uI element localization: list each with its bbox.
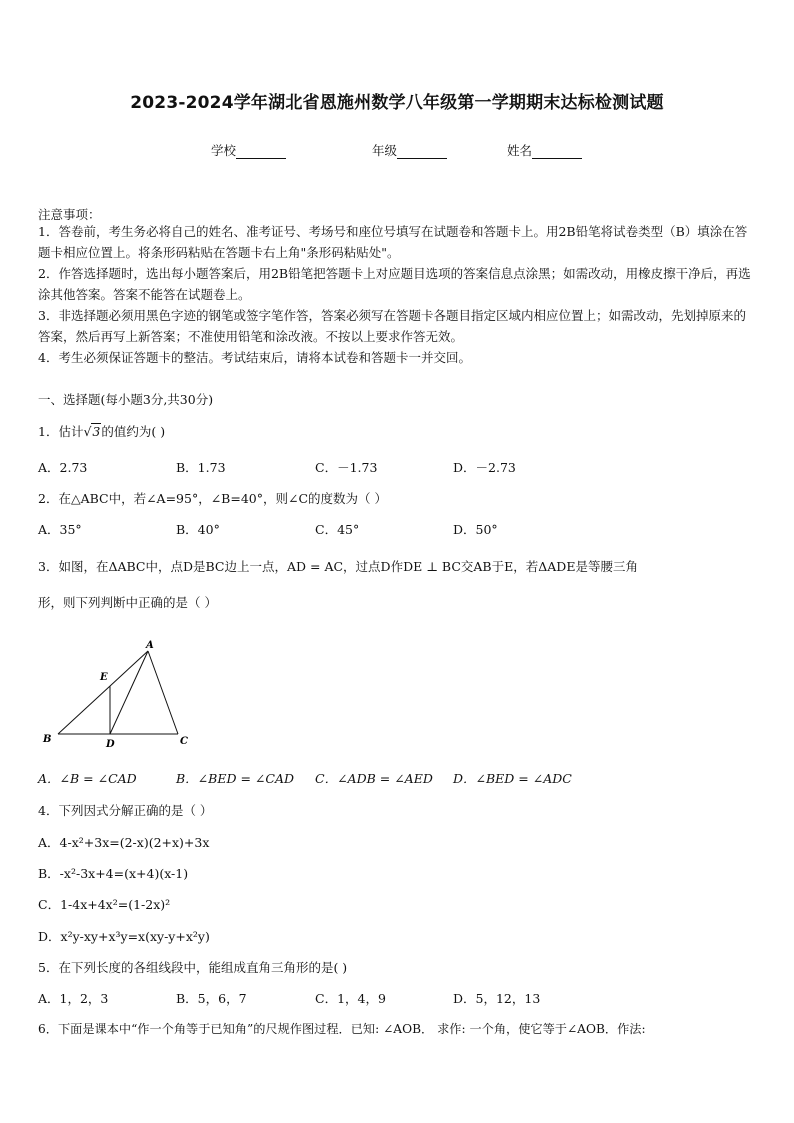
q2-option-c[interactable]: C．45° xyxy=(315,522,360,537)
label-d: D xyxy=(106,739,115,750)
question-5-stem: 5．在下列长度的各组线段中，能组成直角三角形的是( ) xyxy=(38,960,348,975)
label-a: A xyxy=(146,640,154,651)
q4-option-d[interactable]: D．x²y-xy+x³y=x(xy-y+x²y) xyxy=(38,929,210,944)
q1-option-b[interactable]: B．1.73 xyxy=(176,460,226,475)
q1-stem-before: 1．估计 xyxy=(38,424,84,439)
q5-option-d[interactable]: D．5，12，13 xyxy=(453,991,541,1006)
triangle-figure xyxy=(40,636,200,751)
q3-option-a[interactable]: A．∠B = ∠CAD xyxy=(38,771,137,786)
q5-option-c[interactable]: C．1，4，9 xyxy=(315,991,386,1006)
sqrt-symbol: √3 xyxy=(83,424,101,439)
label-b: B xyxy=(43,734,52,745)
grade-blank[interactable] xyxy=(397,144,447,159)
q2-option-b[interactable]: B．40° xyxy=(176,522,220,537)
name-field xyxy=(507,141,582,159)
q3-option-c[interactable]: C．∠ADB = ∠AED xyxy=(315,771,433,786)
notice-heading: 注意事项： xyxy=(38,207,101,222)
question-3-line2: 形，则下列判断中正确的是（ ） xyxy=(38,595,217,610)
question-2-stem: 2．在△ABC中，若∠A=95°，∠B=40°，则∠C的度数为（ ） xyxy=(38,491,388,506)
grade-field xyxy=(372,141,447,159)
q4-option-b[interactable]: B．-x²-3x+4=(x+4)(x-1) xyxy=(38,866,189,881)
q1-option-c[interactable]: C．－1.73 xyxy=(315,460,378,475)
grade-label: 年级 xyxy=(372,143,398,158)
question-3-line1: 3．如图，在ΔABC中，点D是BC边上一点，AD = AC，过点D作DE ⊥ BC交AB于E，若ΔADE是等腰三角 xyxy=(38,559,638,574)
name-label: 姓名 xyxy=(507,143,533,158)
q3-option-d[interactable]: D．∠BED = ∠ADC xyxy=(453,771,572,786)
name-blank[interactable] xyxy=(532,144,582,159)
q1-option-d[interactable]: D．－2.73 xyxy=(453,460,516,475)
q1-stem-after: 的值约为( ) xyxy=(101,424,166,439)
notice-item-3: 3．非选择题必须用黑色字迹的钢笔或签字笔作答，答案必须写在答题卡各题目指定区域内相应位置上；如需改动，先划掉原来的答案，然后再写上新答案；不准使用铅笔和涂改液。不按以上要求作答无效。 xyxy=(38,308,746,344)
notice-item-4: 4．考生必须保证答题卡的整洁。考试结束后，请将本试卷和答题卡一并交回。 xyxy=(38,350,471,365)
school-field xyxy=(211,141,286,159)
q5-option-a[interactable]: A．1，2，3 xyxy=(38,991,109,1006)
q2-option-d[interactable]: D．50° xyxy=(453,522,498,537)
label-c: C xyxy=(180,736,188,747)
school-label: 学校 xyxy=(211,143,237,158)
section-heading: 一、选择题(每小题3分,共30分) xyxy=(38,392,214,407)
school-blank[interactable] xyxy=(236,144,286,159)
question-4-stem: 4．下列因式分解正确的是（ ） xyxy=(38,803,213,818)
segment-ba xyxy=(58,651,148,734)
q4-option-c[interactable]: C．1-4x+4x²=(1-2x)² xyxy=(38,897,171,912)
q2-option-a[interactable]: A．35° xyxy=(38,522,82,537)
q1-radicand: 3 xyxy=(92,424,101,439)
page-title: 2023-2024学年湖北省恩施州数学八年级第一学期期末达标检测试题 xyxy=(130,93,664,113)
q4-option-a[interactable]: A．4-x²+3x=(2-x)(2+x)+3x xyxy=(38,835,210,850)
notice-item-1: 1．答卷前，考生务必将自己的姓名、准考证号、考场号和座位号填写在试题卷和答题卡上。用2B铅笔将试卷类型（B）填涂在答题卡相应位置上。将条形码粘贴在答题卡右上角"条形码粘贴处"。 xyxy=(38,224,748,260)
label-e: E xyxy=(100,672,108,683)
q3-option-b[interactable]: B．∠BED = ∠CAD xyxy=(176,771,294,786)
q1-option-a[interactable]: A．2.73 xyxy=(38,460,88,475)
question-6-stem: 6．下面是课本中“作一个角等于已知角”的尺规作图过程．已知: ∠AOB． 求作: 一个角，使它等于∠AOB．作法: xyxy=(38,1022,646,1036)
question-1-stem xyxy=(38,422,165,440)
q5-option-b[interactable]: B．5，6，7 xyxy=(176,991,247,1006)
segment-ad xyxy=(110,651,148,734)
notice-item-2: 2．作答选择题时，选出每小题答案后，用2B铅笔把答题卡上对应题目选项的答案信息点涂黑；如需改动，用橡皮擦干净后，再选涂其他答案。答案不能答在试题卷上。 xyxy=(38,266,751,302)
segment-ac xyxy=(148,651,178,734)
